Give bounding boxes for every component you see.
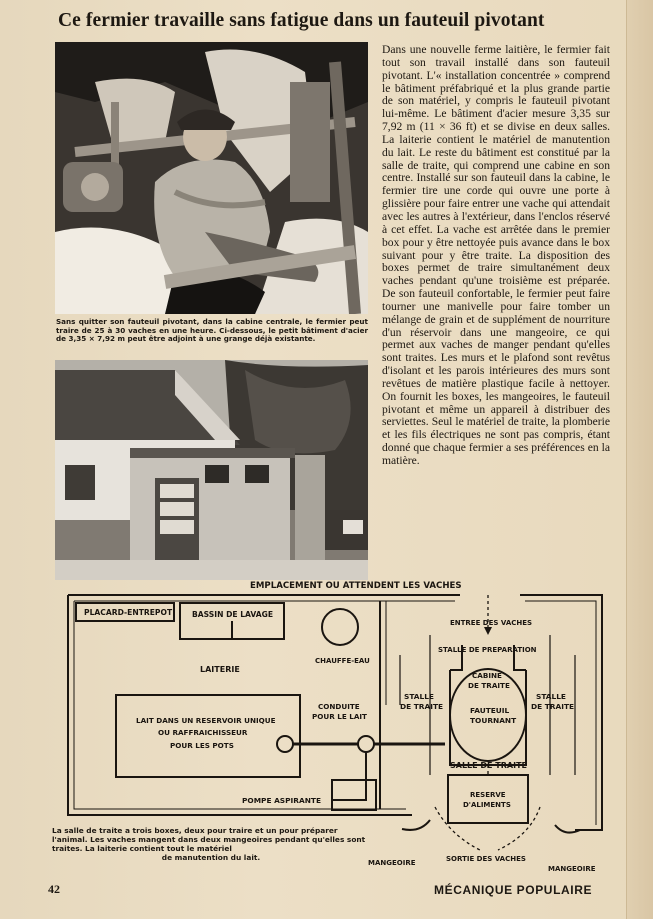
label-salle-traite: SALLE DE TRAITE — [450, 761, 527, 770]
article-body: Dans une nouvelle ferme laitière, le fermier fait tout son travail installé dans son fauteuil pivotant. L'« installation concentrée » comprend le bâtiment préfabriqué et la plus grande partie de son matériel, y compris le fauteuil pivotant lui-même. Le bâtiment d'acier mesure 3,35 sur 7,92 m (11 × 36 ft) et se divise en deux salles. La laiterie contient le matériel de manutention du lait. Le reste du bâtiment est constitué par la salle de traite, qui comprend une cabine en son centre. Installé sur son fauteuil dans la cabine, le fermier tire une corde qui ouvre une porte à glissière pour faire entrer une vache qui attendait avec les autres à l'extérieur, dans l'enclos réservé à cet effet. La vache est arrêtée dans le premier box pour y être nettoyée puis avance dans le box suivant pour y être traite. La disposition des boxes permet de traire simultanément deux vaches pendant qu'une troisième est préparée. De son fauteuil confortable, le fermier peut faire tourner une manivelle pour faire tomber un mélange de grain et de supplément de nourriture d'un réservoir dans une mangeoire, ce qui permet aux vaches de manger pendant qu'elles sont traites. Les murs et le plafond sont revêtus d'isolant et les parois intérieures des murs sont revêtues de matière plastique facile à nettoyer. On fournit les boxes, les mangeoires, le fauteuil pivotant et même un appareil à distribuer des serviettes. Seul le matériel de traite, la plomberie et les fils électriques ne sont pas compris, étant donné que chaque fermier a ses préférences en la matière. — [382, 43, 610, 467]
label-bassin: BASSIN DE LAVAGE — [192, 610, 274, 619]
label-stalle-preparation: STALLE DE PREPARATION — [438, 646, 537, 654]
label-reservoir-3: POUR LES POTS — [170, 741, 234, 750]
label-placard: PLACARD-ENTREPOT — [84, 608, 173, 617]
diagram-caption-last: de manutention du lait. — [161, 853, 261, 862]
label-reserve-2: D'ALIMENTS — [463, 801, 511, 809]
label-chauffe-eau: CHAUFFE-EAU — [315, 657, 370, 665]
diagram-caption — [52, 826, 370, 862]
label-stalle-left-1: STALLE — [404, 692, 434, 701]
photo-farmer-illustration — [55, 42, 368, 314]
photo-steel-building — [55, 360, 368, 580]
label-stalle-right-2: DE TRAITE — [531, 702, 575, 711]
label-cabine-1: CABINE — [472, 671, 502, 680]
wall-left-bottom — [68, 595, 412, 815]
photo-farmer-in-chair — [55, 42, 368, 314]
label-emplacement: EMPLACEMENT OU ATTENDENT LES VACHES — [250, 581, 462, 591]
label-pompe: POMPE ASPIRANTE — [242, 796, 321, 805]
label-cabine-2: DE TRAITE — [468, 681, 510, 690]
headline: Ce fermier travaille sans fatigue dans un fauteuil pivotant — [58, 10, 545, 31]
label-mangeoire-right: MANGEOIRE — [548, 865, 596, 873]
label-fauteuil-1: FAUTEUIL — [470, 706, 510, 715]
diagram-caption-main: La salle de traite a trois boxes, deux pour traire et un pour préparer l'animal. Les vaches mangent dans deux mangeoires pendant qu'elles sont traites. La laiterie contient tout le matériel — [52, 826, 366, 853]
label-reservoir-2: OU RAFFRAICHISSEUR — [158, 728, 248, 737]
photo-building-illustration — [55, 360, 368, 580]
magazine-name: MÉCANIQUE POPULAIRE — [434, 883, 593, 897]
label-stalle-left-2: DE TRAITE — [400, 702, 444, 711]
label-conduite-1: CONDUITE — [318, 702, 360, 711]
label-fauteuil-2: TOURNANT — [470, 716, 517, 725]
photo-caption-top: Sans quitter son fauteuil pivotant, dans la cabine centrale, le fermier peut traire de 25 à 30 vaches en une heure. Ci-dessous, le petit bâtiment d'acier de 3,35 × 7,92 m peut être adjoint à une grange déjà existante. — [56, 317, 368, 344]
label-stalle-right-1: STALLE — [536, 692, 566, 701]
label-conduite-2: POUR LE LAIT — [312, 712, 367, 721]
label-mangeoire-left: MANGEOIRE — [368, 859, 416, 867]
page-number: 42 — [48, 882, 60, 896]
label-reservoir-1: LAIT DANS UN RESERVOIR UNIQUE — [136, 716, 276, 725]
label-entree: ENTREE DES VACHES — [450, 619, 533, 627]
label-laiterie: LAITERIE — [200, 665, 240, 674]
label-reserve-1: RESERVE — [470, 791, 506, 799]
wall-right — [520, 595, 602, 830]
label-sortie: SORTIE DES VACHES — [446, 855, 526, 863]
page-edge — [626, 0, 653, 919]
